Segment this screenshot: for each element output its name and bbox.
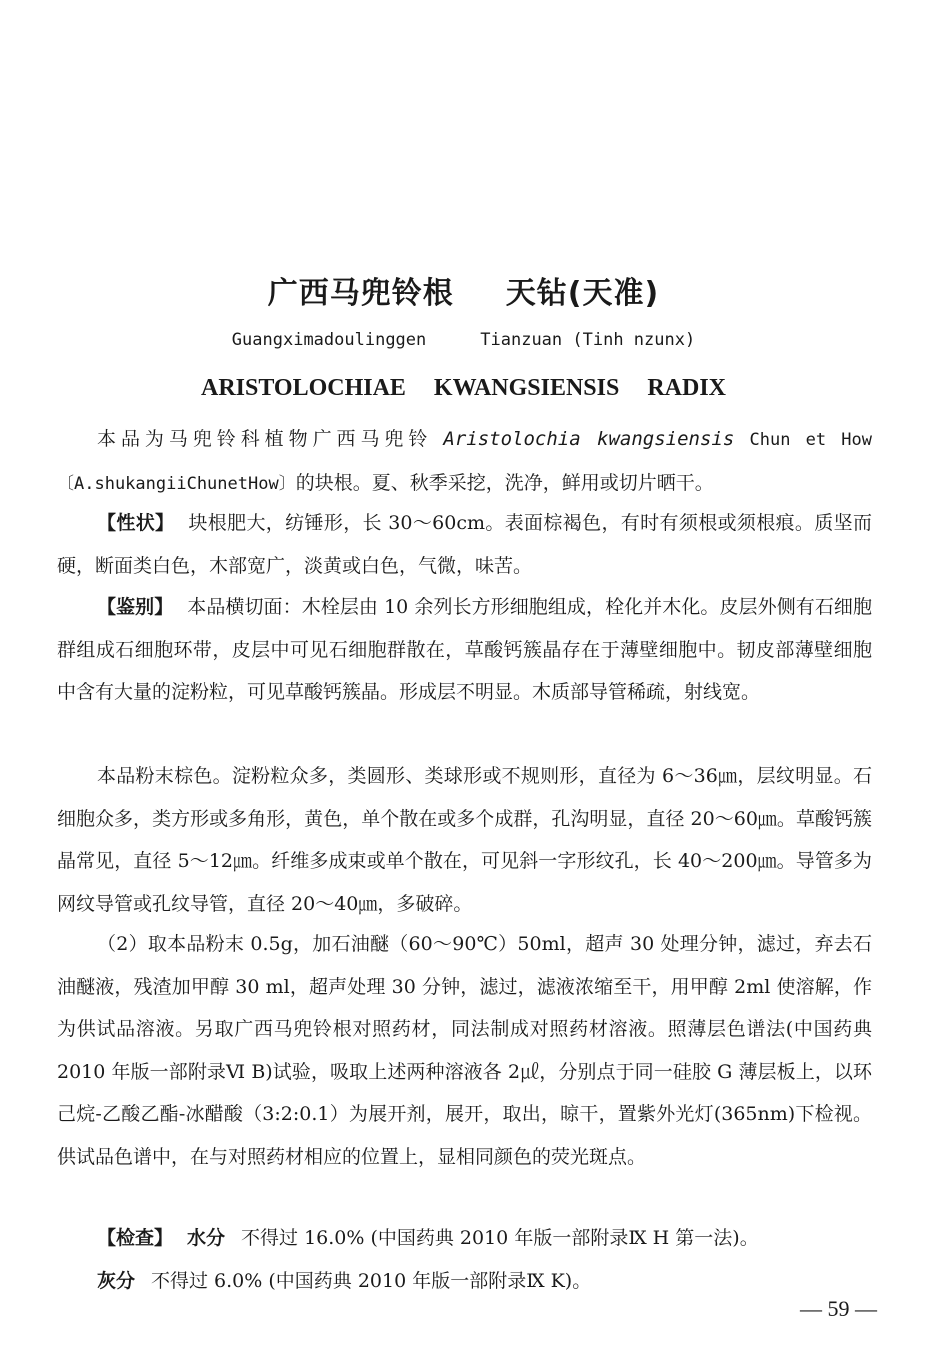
powder-paragraph: 本品粉末棕色。淀粉粒众多，类圆形、类球形或不规则形，直径为 6～36㎛，层纹明显。石细胞众多，类方形或多角形，黄色，单个散在或多个成群，孔沟明显，直径 20～60㎛。草酸钙簇晶常见，直径 5～12㎛。纤维多成束或单个散在，可见斜一字形纹孔，长 40～200㎛。导管多为网纹导管或孔纹导管，直径 20～40㎛，多破碎。 [57, 765, 872, 915]
character-label: 【性状】 [97, 512, 175, 534]
authority: Chun et How [734, 430, 872, 450]
tlc-paragraph: （2）取本品粉末 0.5g，加石油醚（60～90℃）50ml，超声 30 处理分钟，滤过，弃去石油醚液，残渣加甲醇 30 ml，超声处理 30 分钟，滤过，滤液浓缩至干，用甲醇 2ml 使溶解，作为供试品溶液。另取广西马兜铃根对照药材，同法制成对照药材溶液。照薄层色谱法(中国药典 2010 年版一部附录Ⅵ B)试验，吸取上述两种溶液各 2㎕，分别点于同一硅胶 G 薄层板上，以环己烷-乙酸乙酯-冰醋酸（3:2:0.1）为展开剂，展开，取出，晾干，置紫外光灯(365nm)下检视。供试品色谱中，在与对照药材相应的位置上，显相同颜色的荧光斑点。 [57, 933, 872, 1168]
ash-label: 灰分 [97, 1270, 136, 1292]
water-text: 不得过 16.0% (中国药典 2010 年版一部附录Ⅸ H 第一法)。 [241, 1227, 759, 1249]
pinyin-ethnic: Tianzuan (Tinh nzunx) [480, 330, 696, 350]
page-number: — 59 — [800, 1296, 877, 1321]
ash-text: 不得过 6.0% (中国药典 2010 年版一部附录Ⅸ K)。 [151, 1270, 592, 1292]
identification-label: 【鉴别】 [97, 596, 174, 618]
pinyin-line [0, 330, 927, 350]
latin-title: ARISTOLOCHIAE KWANGSIENSIS RADIX [200, 375, 727, 401]
intro-text: 本品为马兜铃科植物广西马兜铃 [97, 428, 444, 450]
ash-line [57, 1260, 872, 1303]
title-ethnic-name: 天钻(天准) [505, 276, 660, 311]
synonym: 〔A.shukangiiChunetHow〕 [57, 473, 296, 494]
intro-text-end: 的块根。夏、秋季采挖，洗净，鲜用或切片晒干。 [295, 471, 714, 494]
monograph-title [0, 268, 927, 312]
identification-text: 本品横切面：木栓层由 10 余列长方形细胞组成，栓化并木化。皮层外侧有石细胞群组成石细胞环带，皮层中可见石细胞群散在，草酸钙簇晶存在于薄壁细胞中。韧皮部薄壁细胞中含有大量的淀粉粒，可见草酸钙簇晶。形成层不明显。木质部导管稀疏，射线宽。 [57, 596, 872, 703]
inspection-section [57, 1217, 872, 1260]
intro-paragraph [57, 418, 872, 505]
title-chinese-name: 广西马兜铃根 [267, 276, 454, 311]
character-text: 块根肥大，纺锤形，长 30～60cm。表面棕褐色，有时有须根或须根痕。质坚而硬，断面类白色，木部宽广，淡黄或白色，气微，味苦。 [57, 512, 872, 577]
inspection-label: 【检查】 [97, 1227, 174, 1249]
pinyin-chinese: Guangximadoulinggen [231, 330, 427, 350]
character-section [57, 502, 872, 587]
water-label: 水分 [187, 1227, 226, 1249]
identification-section [57, 586, 872, 714]
species-name: Aristolochia kwangsiensis [443, 428, 735, 450]
